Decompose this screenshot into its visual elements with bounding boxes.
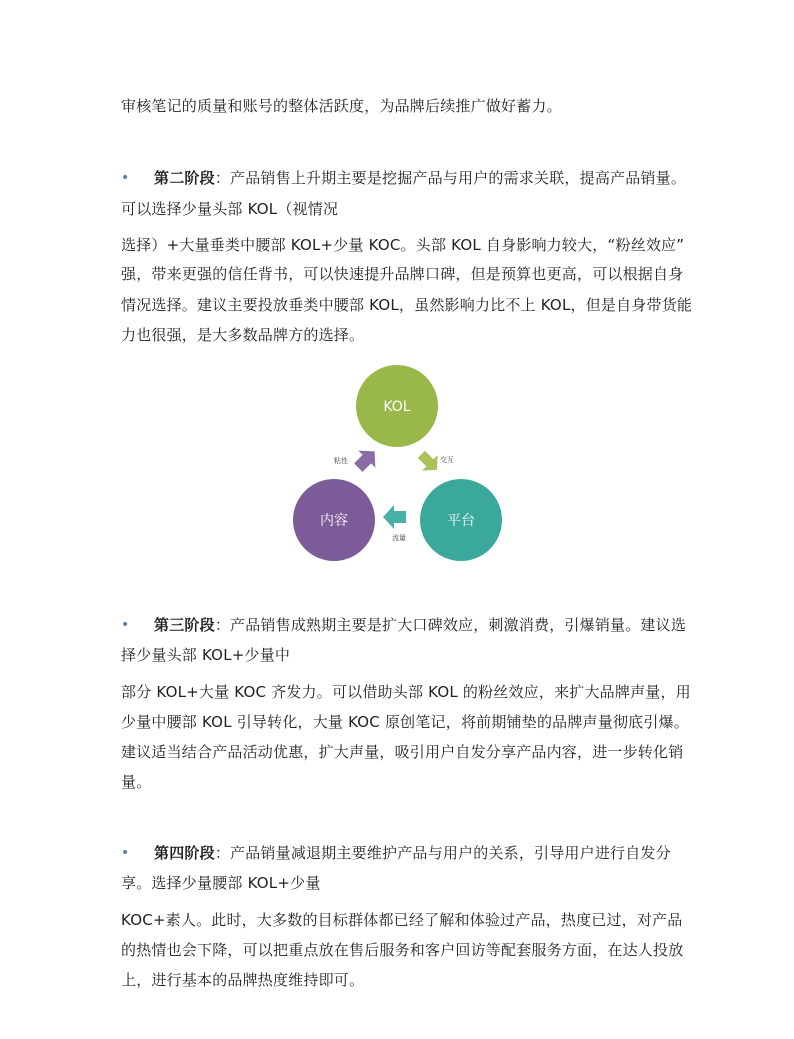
stage3-first-line: [154, 615, 686, 635]
content-node-label: 内容: [320, 513, 348, 529]
arrow-content-to-kol: [350, 443, 383, 476]
stage3-line5: 建议适当结合产品活动优惠，扩大声量，吸引用户自发分享产品内容，进一步转化销: [121, 743, 684, 761]
kol-platform-content-diagram: [282, 362, 528, 574]
stage3-line3: 部分 KOL+大量 KOC 齐发力。可以借助头部 KOL 的粉丝效应，来扩大品牌声量，用: [121, 683, 691, 701]
bullet-icon: •: [121, 845, 130, 861]
stage3-line1: ：产品销售成熟期主要是扩大口碑效应，刺激消费，引爆销量。建议选: [214, 616, 687, 634]
stage2-label: 第二阶段: [154, 169, 215, 187]
stage2-line3: 选择）+大量垂类中腰部 KOL+少量 KOC。头部 KOL 自身影响力较大，“粉丝效应”: [121, 236, 685, 254]
stage4-line2: 享。选择少量腰部 KOL+少量: [121, 874, 321, 892]
arrow-platform-to-content: [383, 505, 406, 529]
stage3-line4: 少量中腰部 KOL 引导转化，大量 KOC 原创笔记，将前期铺垫的品牌声量彻底引爆。: [121, 713, 689, 731]
stage4-line5: 上，进行基本的品牌热度维持即可。: [121, 971, 365, 989]
platform-node-label: 平台: [447, 513, 475, 529]
bullet-icon: •: [121, 617, 130, 633]
stage4-line3: KOC+素人。此时，大多数的目标群体都已经了解和体验过产品，热度已过，对产品: [121, 911, 683, 929]
stage2-line2: 可以选择少量头部 KOL（视情况: [121, 200, 339, 218]
stage3-line6: 量。: [121, 773, 152, 791]
stage2-first-line: [154, 168, 686, 188]
stage4-label: 第四阶段: [154, 844, 215, 862]
stage3-line2: 择少量头部 KOL+少量中: [121, 646, 291, 664]
stage4-first-line: [154, 843, 671, 863]
stage3-label: 第三阶段: [154, 616, 215, 634]
stage2-line6: 力也很强，是大多数品牌方的选择。: [121, 326, 365, 344]
stage2-line5: 情况选择。建议主要投放垂类中腰部 KOL，虽然影响力比不上 KOL，但是自身带货能: [121, 296, 693, 314]
edge-label-stickiness: 粘性: [334, 457, 348, 465]
kol-node-label: KOL: [383, 399, 411, 415]
stage2-line4: 强，带来更强的信任背书，可以快速提升品牌口碑，但是预算也更高，可以根据自身: [121, 265, 684, 283]
edge-label-interaction: 交互: [440, 456, 454, 464]
stage2-line1: ：产品销售上升期主要是挖掘产品与用户的需求关联，提高产品销量。: [214, 169, 687, 187]
edge-label-traffic: 流量: [392, 534, 406, 542]
bullet-icon: •: [121, 170, 130, 186]
stage4-line1: ：产品销量减退期主要维护产品与用户的关系，引导用户进行自发分: [214, 844, 671, 862]
intro-text: 审核笔记的质量和账号的整体活跃度，为品牌后续推广做好蓄力。: [121, 97, 562, 115]
stage4-line4: 的热情也会下降，可以把重点放在售后服务和客户回访等配套服务方面，在达人投放: [121, 941, 684, 959]
